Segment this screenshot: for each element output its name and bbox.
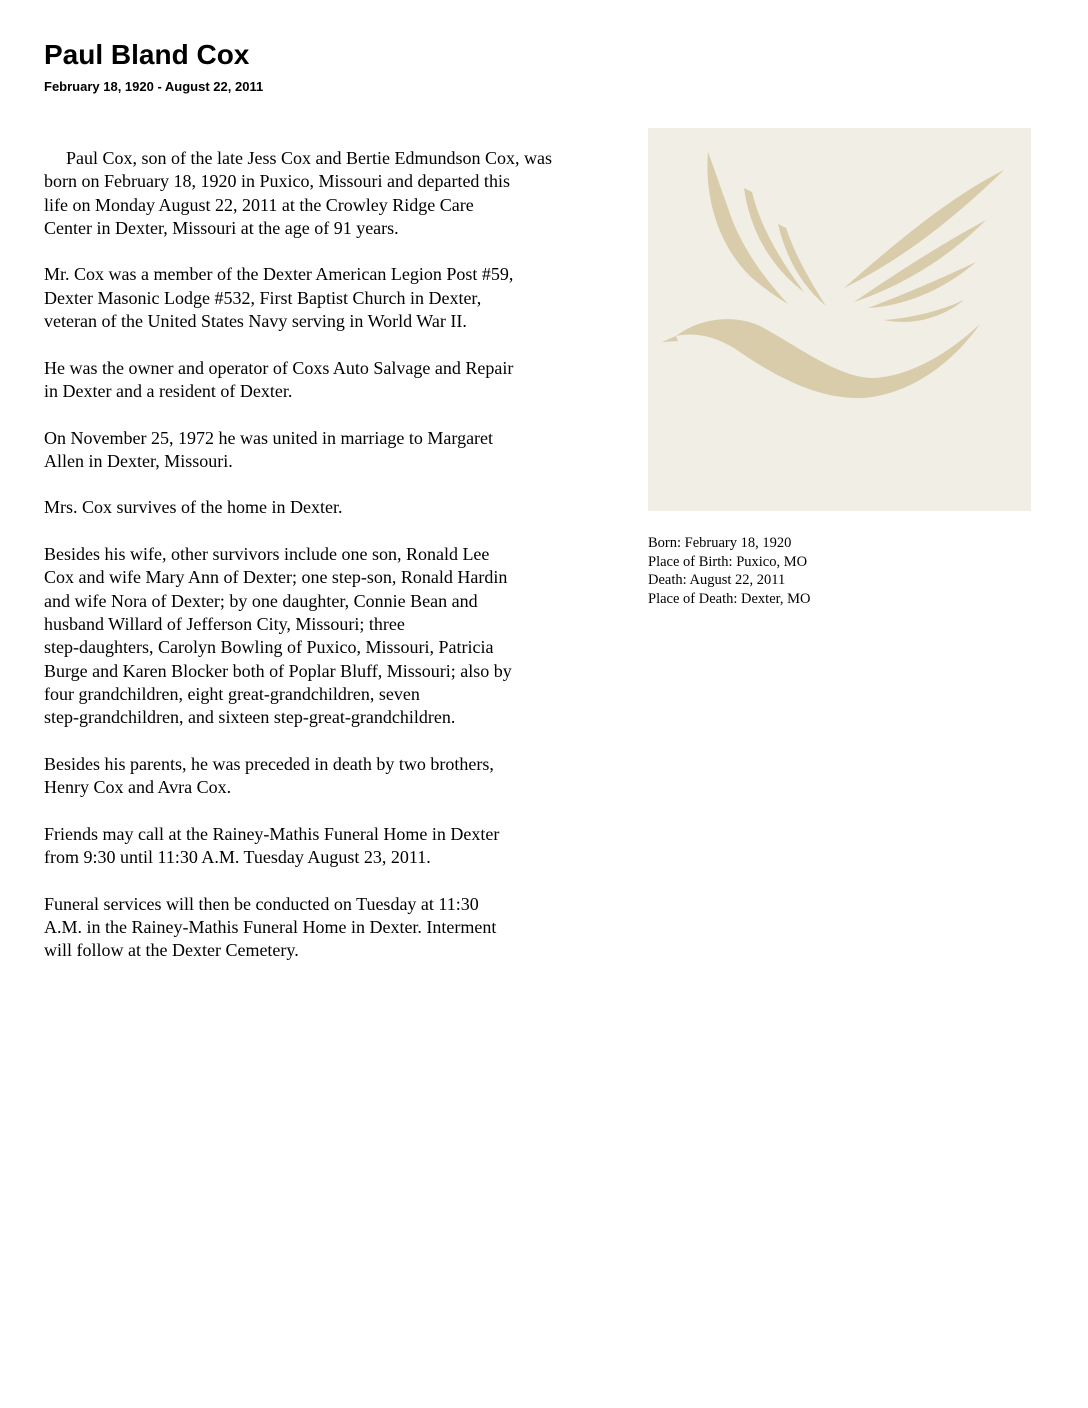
text-line: On November 25, 1972 he was united in marriage to Margaret <box>44 427 494 448</box>
text-line: husband Willard of Jefferson City, Missouri; three <box>44 613 405 634</box>
text-line: Mrs. Cox survives of the home in Dexter. <box>44 497 343 518</box>
dove-icon <box>648 128 1031 511</box>
text-line: life on Monday August 22, 2011 at the Crowley Ridge Care <box>44 194 474 215</box>
paragraph-marriage <box>44 427 648 474</box>
paragraph-services <box>44 893 648 963</box>
text-line: and wife Nora of Dexter; by one daughter, Connie Bean and <box>44 590 478 611</box>
text-line: Center in Dexter, Missouri at the age of 91 years. <box>44 217 399 238</box>
paragraph-spouse <box>44 496 648 519</box>
memorial-image <box>648 128 1031 511</box>
place-of-death: Place of Death: Dexter, MO <box>648 590 811 607</box>
text-line: Burge and Karen Blocker both of Poplar Bluff, Missouri; also by <box>44 660 512 681</box>
life-facts <box>648 534 811 608</box>
text-line: from 9:30 until 11:30 A.M. Tuesday August 23, 2011. <box>44 846 431 867</box>
text-line: Mr. Cox was a member of the Dexter American Legion Post #59, <box>44 264 514 285</box>
text-line: Allen in Dexter, Missouri. <box>44 450 233 471</box>
dove-shape <box>662 152 1004 398</box>
page-title: Paul Bland Cox <box>44 39 250 70</box>
text-line: Besides his wife, other survivors include one son, Ronald Lee <box>44 544 490 565</box>
text-line: four grandchildren, eight great-grandchildren, seven <box>44 683 420 704</box>
paragraph-survivors <box>44 543 648 729</box>
paragraph-biography <box>44 147 648 240</box>
text-line: Besides his parents, he was preceded in death by two brothers, <box>44 753 494 774</box>
text-line: born on February 18, 1920 in Puxico, Missouri and departed this <box>44 171 510 192</box>
paragraph-occupation <box>44 357 648 404</box>
text-line: Cox and wife Mary Ann of Dexter; one step-son, Ronald Hardin <box>44 567 508 588</box>
obituary-text <box>44 147 648 986</box>
text-line: step-daughters, Carolyn Bowling of Puxico, Missouri, Patricia <box>44 637 494 658</box>
text-line: Henry Cox and Avra Cox. <box>44 777 232 798</box>
text-line: in Dexter and a resident of Dexter. <box>44 380 293 401</box>
place-of-birth: Place of Birth: Puxico, MO <box>648 553 808 570</box>
text-line: Friends may call at the Rainey-Mathis Funeral Home in Dexter <box>44 823 500 844</box>
text-line: step-grandchildren, and sixteen step-great-grandchildren. <box>44 707 456 728</box>
text-line: will follow at the Dexter Cemetery. <box>44 940 299 961</box>
life-dates: February 18, 1920 - August 22, 2011 <box>44 79 264 94</box>
text-line: He was the owner and operator of Coxs Auto Salvage and Repair <box>44 357 514 378</box>
text-line: A.M. in the Rainey-Mathis Funeral Home in Dexter. Interment <box>44 916 497 937</box>
paragraph-preceded <box>44 753 648 800</box>
text-line: Paul Cox, son of the late Jess Cox and Bertie Edmundson Cox, was <box>66 148 552 168</box>
paragraph-memberships <box>44 263 648 333</box>
paragraph-visitation <box>44 823 648 870</box>
text-line: veteran of the United States Navy serving in World War II. <box>44 311 467 332</box>
death-date: Death: August 22, 2011 <box>648 572 786 588</box>
text-line: Dexter Masonic Lodge #532, First Baptist Church in Dexter, <box>44 287 482 308</box>
born-date: Born: February 18, 1920 <box>648 535 792 551</box>
text-line: Funeral services will then be conducted on Tuesday at 11:30 <box>44 893 479 914</box>
